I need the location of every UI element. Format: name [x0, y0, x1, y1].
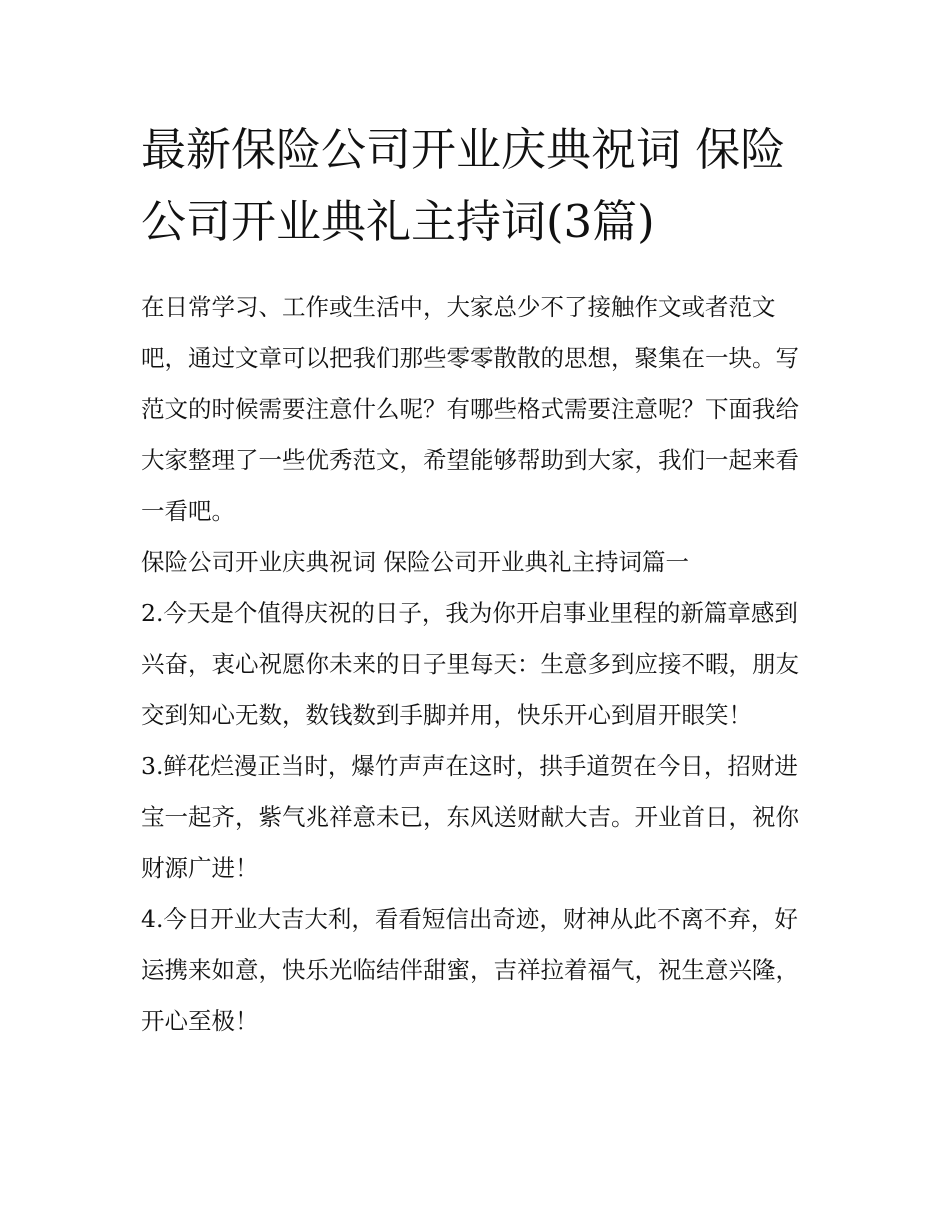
section-heading: 保险公司开业庆典祝词 保险公司开业典礼主持词篇一: [141, 548, 689, 576]
list-item: 4.今日开业大吉大利，看看短信出奇迹，财神从此不离不弃，好运携来如意，快乐光临结伴甜蜜，吉祥拉着福气，祝生意兴隆，开心至极！: [141, 905, 799, 1035]
intro-paragraph: 在日常学习、工作或生活中，大家总少不了接触作文或者范文吧，通过文章可以把我们那些零零散散的思想，聚集在一块。写范文的时候需要注意什么呢？有哪些格式需要注意呢？下面我给大家整理了一些优秀范文，希望能够帮助到大家，我们一起来看一看吧。: [141, 293, 799, 525]
document-title: 最新保险公司开业庆典祝词 保险公司开业典礼主持词(3篇): [141, 123, 786, 248]
list-item: 2.今天是个值得庆祝的日子，我为你开启事业里程的新篇章感到兴奋，衷心祝愿你未来的日子里每天：生意多到应接不暇，朋友交到知心无数，数钱数到手脚并用，快乐开心到眉开眼笑！: [141, 599, 799, 729]
list-item: 3.鲜花烂漫正当时，爆竹声声在这时，拱手道贺在今日，招财进宝一起齐，紫气兆祥意未已，东风送财献大吉。开业首日，祝你财源广进！: [141, 752, 799, 882]
document-page: [141, 114, 813, 1047]
document-body: [141, 282, 813, 1047]
